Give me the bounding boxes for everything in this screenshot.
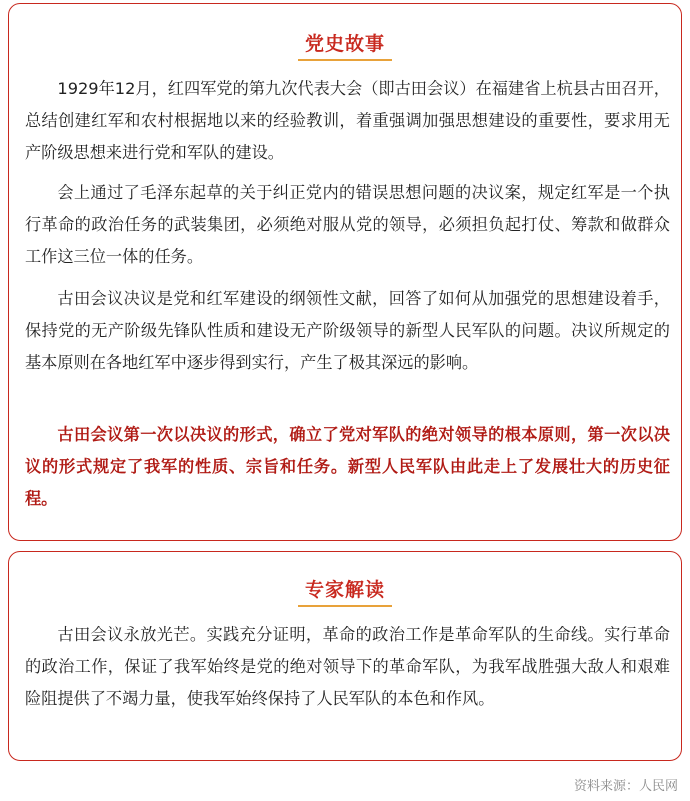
source-credit: 资料来源：人民网: [573, 779, 678, 794]
expert-interpretation-card: [8, 551, 682, 761]
story-paragraph-3: 古田会议决议是党和红军建设的纲领性文献，回答了如何从加强党的思想建设着手，保持党的无产阶级先锋队性质和建设无产阶级领导的新型人民军队的问题。决议所规定的基本原则在各地红军中逐步得到实行，产生了极其深远的影响。: [25, 289, 670, 372]
expert-title-underline: [298, 605, 392, 607]
story-section-title: 党史故事: [304, 33, 385, 55]
party-history-story-card: [8, 3, 682, 541]
story-paragraph-2: 会上通过了毛泽东起草的关于纠正党内的错误思想问题的决议案，规定红军是一个执行革命的政治任务的武装集团，必须绝对服从党的领导，必须担负起打仗、筹款和做群众工作这三位一体的任务。: [25, 183, 670, 266]
story-title-underline: [298, 59, 392, 61]
expert-section-title: 专家解读: [304, 579, 385, 601]
story-paragraph-1: 1929年12月，红四军党的第九次代表大会（即古田会议）在福建省上杭县古田召开，总结创建红军和农村根据地以来的经验教训，着重强调加强思想建设的重要性，要求用无产阶级思想来进行党和军队的建设。: [25, 79, 670, 162]
expert-paragraph: 古田会议永放光芒。实践充分证明，革命的政治工作是革命军队的生命线。实行革命的政治工作，保证了我军始终是党的绝对领导下的革命军队，为我军战胜强大敌人和艰难险阻提供了不竭力量，使我军始终保持了人民军队的本色和作风。: [25, 625, 670, 708]
story-highlight-paragraph: 古田会议第一次以决议的形式，确立了党对军队的绝对领导的根本原则，第一次以决议的形式规定了我军的性质、宗旨和任务。新型人民军队由此走上了发展壮大的历史征程。: [25, 425, 670, 508]
